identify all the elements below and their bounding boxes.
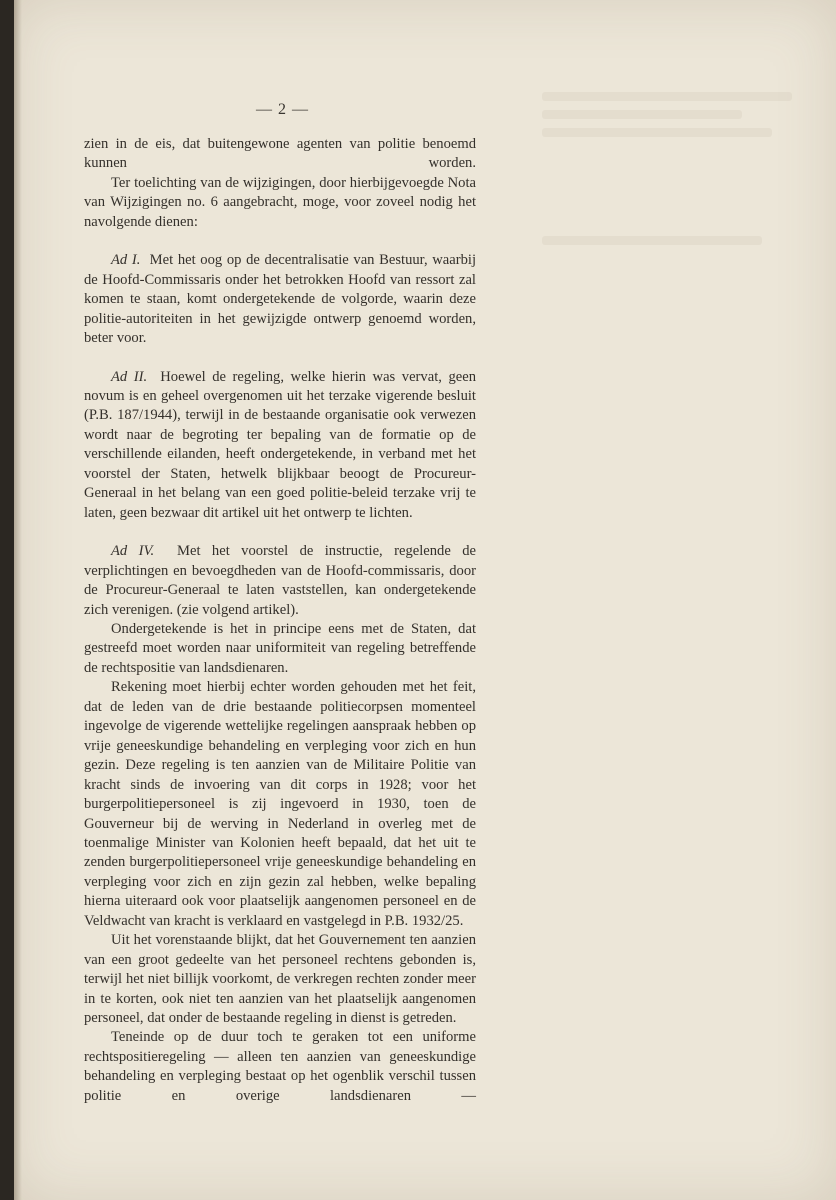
- page-number: — 2 —: [256, 101, 309, 118]
- section-ad-1: [84, 251, 476, 348]
- bleed-through: [542, 92, 792, 101]
- paragraph: Teneinde op de duur toch te geraken tot een uniforme rechtspositieregeling — alleen ten aanzien van geneeskundige behandeling en verpleging bestaat op het ogenblik verschil tussen politie en overige landsdienaren —: [84, 1029, 476, 1104]
- document-body: [84, 135, 476, 1106]
- section-ad-4: [84, 542, 476, 620]
- paragraph: Uit het vorenstaande blijkt, dat het Gouvernement ten aanzien van een groot gedeelte van het personeel rechtens gebonden is, terwijl het niet billijk voorkomt, de verkregen rechten zonder meer in te korten, ook niet ten aanzien van het plaatselijk aangenomen personeel, dat onder de bestaande regeling in dienst is getreden.: [84, 932, 476, 1027]
- bleed-through: [542, 110, 742, 119]
- paragraph: Met het oog op de decentralisatie van Bestuur, waarbij de Hoofd-Commissaris onder het betrokken Hoofd van ressort zal komen te staan, komt ondergetekende de volgorde, waarin deze politie-autoriteiten in het gewijzigde ontwerp genoemd worden, beter voor.: [84, 252, 476, 347]
- paragraph: zien in de eis, dat buitengewone agenten van politie benoemd kunnen worden.: [84, 136, 476, 172]
- section-label: Ad II.: [111, 368, 148, 385]
- section-ad-2: [84, 368, 476, 524]
- section-label: Ad I.: [111, 252, 141, 269]
- bleed-through: [542, 128, 772, 137]
- section-label: Ad IV.: [111, 543, 155, 560]
- paragraph: Ondergetekende is het in principe eens met de Staten, dat gestreefd moet worden naar uniformiteit van regeling betreffende de rechtspositie van landsdienaren.: [84, 620, 476, 676]
- bleed-through: [542, 236, 762, 245]
- paragraph: Met het voorstel de instructie, regelende de verplichtingen en bevoegdheden van de Hoofd-commissaris, door de Procureur-Generaal te laten vaststellen, kan ondergetekende zich verenigen. (zie volgend artikel).: [84, 543, 477, 618]
- paragraph: Ter toelichting van de wijzigingen, door hierbijgevoegde Nota van Wijzigingen no. 6 aangebracht, moge, voor zoveel nodig het navolgende dienen:: [84, 174, 476, 230]
- paragraph: Hoewel de regeling, welke hierin was vervat, geen novum is en geheel overgenomen uit het terzake vigerende besluit (P.B. 187/1944), terwijl in de bestaande organisatie ook verwezen wordt naar de begroting ter bepaling van de formatie op de verschillende eilanden, heeft ondergetekende, in verband met het voorstel der Staten, hetwelk blijkbaar beoogt de Procureur-Generaal in het belang van een goed politie-beleid terzake vrij te laten, geen bezwaar dit artikel uit het ontwerp te lichten.: [84, 368, 476, 521]
- paragraph: Rekening moet hierbij echter worden gehouden met het feit, dat de leden van de drie bestaande politiecorpsen momenteel ingevolge de vigerende wettelijke regelingen aanspraak hebben op vrije geneeskundige behandeling en verpleging voor zich en hun gezin. Deze regeling is ten aanzien van de Militaire Politie van kracht sinds de invoering van dit corps in 1928; voor het burgerpolitiepersoneel is zij ingevoerd in 1930, toen de Gouverneur bij de werving in Nederland in overleg met de toenmalige Minister van Kolonien heeft bepaald, dat het uit te zenden burgerpolitiepersoneel vrije geneeskundige behandeling en verpleging voor zich en zijn gezin zal hebben, welke bepaling hierna uiteraard ook voor plaatselijk aangenomen personeel en de Veldwacht van kracht is verklaard en vastgelegd in P.B. 1932/25.: [84, 679, 476, 929]
